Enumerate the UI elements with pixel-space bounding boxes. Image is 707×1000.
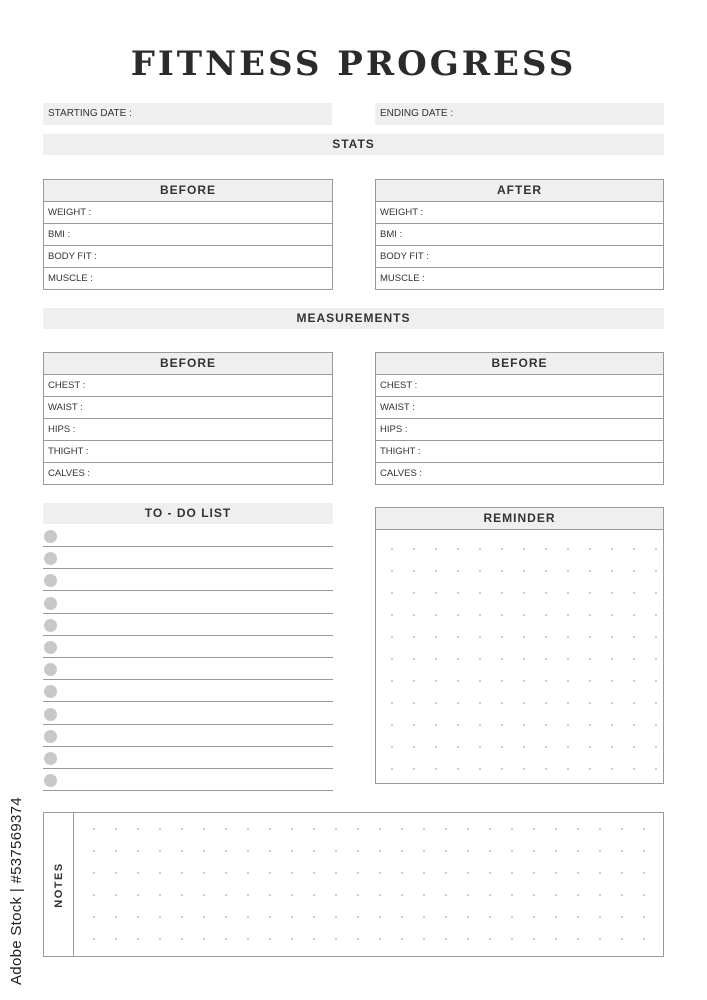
- ending-date-label: ENDING DATE :: [380, 108, 454, 119]
- todo-bullet-icon[interactable]: [44, 774, 57, 787]
- todo-bullet-icon[interactable]: [44, 752, 57, 765]
- stats-heading: STATS: [43, 134, 664, 155]
- todo-item[interactable]: [43, 658, 333, 680]
- measurements-right-chest[interactable]: CHEST :: [376, 375, 663, 397]
- stock-watermark: Adobe Stock | #537569374: [8, 797, 25, 985]
- measurements-left-title: BEFORE: [44, 353, 332, 375]
- todo-bullet-icon[interactable]: [44, 574, 57, 587]
- measurements-left-waist[interactable]: WAIST :: [44, 397, 332, 419]
- reminder-box: [375, 507, 664, 784]
- todo-bullet-icon[interactable]: [44, 597, 57, 610]
- notes-box: [43, 812, 664, 957]
- todo-item[interactable]: [43, 769, 333, 791]
- measurements-left-hips[interactable]: HIPS :: [44, 419, 332, 441]
- todo-item[interactable]: [43, 614, 333, 636]
- todo-bullet-icon[interactable]: [44, 663, 57, 676]
- measurements-right-thight[interactable]: THIGHT :: [376, 441, 663, 463]
- measurements-left-table: [43, 352, 333, 485]
- stats-before-bmi[interactable]: BMI :: [44, 224, 332, 246]
- measurements-left-calves[interactable]: CALVES :: [48, 468, 91, 479]
- measurements-left-chest[interactable]: CHEST :: [44, 375, 332, 397]
- stats-after-table: [375, 179, 664, 290]
- starting-date-label: STARTING DATE :: [48, 108, 132, 119]
- todo-item[interactable]: [43, 747, 333, 769]
- stats-before-body-fit[interactable]: BODY FIT :: [44, 246, 332, 268]
- todo-bullet-icon[interactable]: [44, 708, 57, 721]
- measurements-right-hips[interactable]: HIPS :: [376, 419, 663, 441]
- stats-before-table: [43, 179, 333, 290]
- measurements-right-waist[interactable]: WAIST :: [376, 397, 663, 419]
- todo-heading: TO - DO LIST: [43, 503, 333, 524]
- todo-bullet-icon[interactable]: [44, 619, 57, 632]
- measurements-left-thight[interactable]: THIGHT :: [44, 441, 332, 463]
- stats-after-title: AFTER: [376, 180, 663, 202]
- measurements-heading: MEASUREMENTS: [43, 308, 664, 329]
- todo-list: [43, 525, 333, 791]
- notes-title: NOTES: [53, 862, 65, 908]
- todo-bullet-icon[interactable]: [44, 685, 57, 698]
- stats-before-muscle[interactable]: MUSCLE :: [48, 273, 93, 284]
- reminder-title: REMINDER: [376, 508, 663, 530]
- notes-label-column: [44, 813, 74, 956]
- todo-bullet-icon[interactable]: [44, 552, 57, 565]
- stats-before-title: BEFORE: [44, 180, 332, 202]
- page-title: FITNESS PROGRESS: [130, 44, 577, 84]
- stats-after-weight[interactable]: WEIGHT :: [376, 202, 663, 224]
- ending-date-field[interactable]: [375, 103, 664, 125]
- notes-dot-grid[interactable]: [75, 813, 663, 956]
- todo-item[interactable]: [43, 725, 333, 747]
- stats-before-weight[interactable]: WEIGHT :: [44, 202, 332, 224]
- measurements-right-calves[interactable]: CALVES :: [380, 468, 423, 479]
- measurements-right-title: BEFORE: [376, 353, 663, 375]
- todo-bullet-icon[interactable]: [44, 730, 57, 743]
- todo-item[interactable]: [43, 569, 333, 591]
- todo-item[interactable]: [43, 547, 333, 569]
- stats-after-body-fit[interactable]: BODY FIT :: [376, 246, 663, 268]
- todo-bullet-icon[interactable]: [44, 641, 57, 654]
- todo-item[interactable]: [43, 680, 333, 702]
- todo-item[interactable]: [43, 525, 333, 547]
- stats-after-bmi[interactable]: BMI :: [376, 224, 663, 246]
- starting-date-field[interactable]: [43, 103, 332, 125]
- stats-after-muscle[interactable]: MUSCLE :: [380, 273, 425, 284]
- measurements-right-table: [375, 352, 664, 485]
- todo-item[interactable]: [43, 636, 333, 658]
- todo-item[interactable]: [43, 703, 333, 725]
- reminder-dot-grid[interactable]: [376, 530, 663, 783]
- todo-bullet-icon[interactable]: [44, 530, 57, 543]
- todo-item[interactable]: [43, 592, 333, 614]
